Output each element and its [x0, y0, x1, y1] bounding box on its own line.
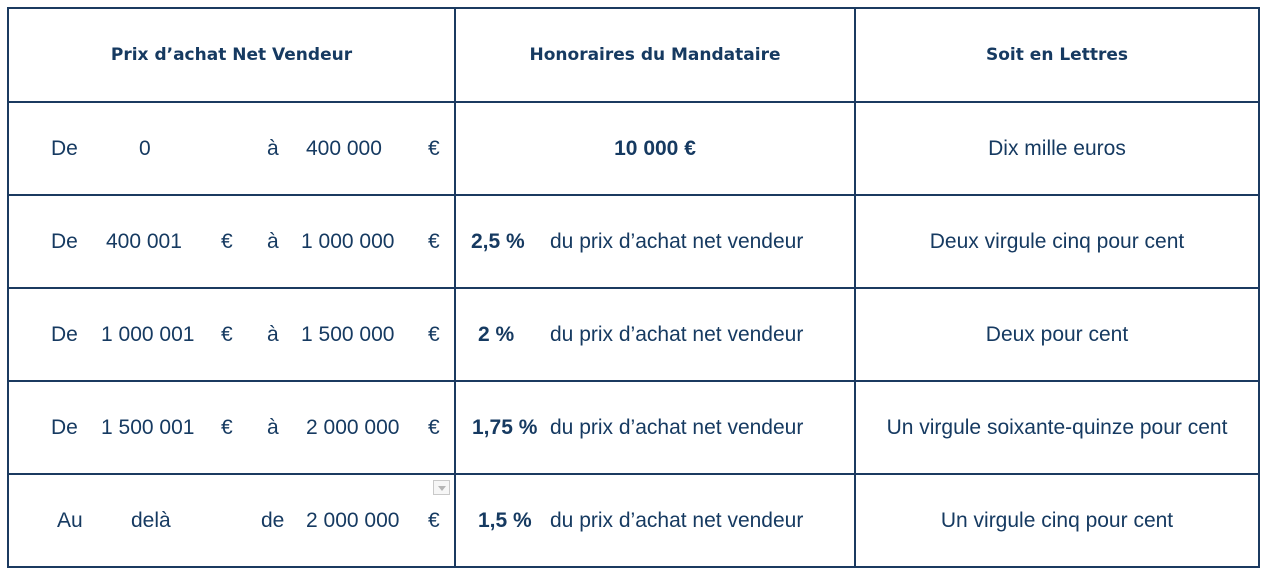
- letters-cell: Deux pour cent: [855, 288, 1259, 381]
- range-connector: à: [267, 415, 279, 439]
- price-range-cell: [8, 288, 455, 381]
- range-to-currency: €: [428, 229, 440, 253]
- table-row: [8, 195, 1259, 288]
- range-connector: à: [267, 322, 279, 346]
- fee-text: du prix d’achat net vendeur: [550, 229, 804, 253]
- letters-cell: Deux virgule cinq pour cent: [855, 195, 1259, 288]
- header-fees: Honoraires du Mandataire: [455, 8, 855, 102]
- range-from: 400 001: [106, 229, 182, 253]
- letters-cell: Un virgule cinq pour cent: [855, 474, 1259, 567]
- fee-rate: 1,5 %: [478, 508, 532, 532]
- table-row: [8, 288, 1259, 381]
- fee-rate: 10 000 €: [614, 136, 696, 160]
- range-to: 2 000 000: [306, 508, 400, 532]
- range-from: delà: [131, 508, 171, 532]
- fee-text: du prix d’achat net vendeur: [550, 508, 804, 532]
- letters-cell: Dix mille euros: [855, 102, 1259, 195]
- range-from: 1 000 001: [101, 322, 195, 346]
- table-row: [8, 381, 1259, 474]
- range-prefix: De: [51, 229, 78, 253]
- price-range-cell: [8, 381, 455, 474]
- range-connector: à: [267, 136, 279, 160]
- range-to-currency: €: [428, 136, 440, 160]
- range-to-currency: €: [428, 508, 440, 532]
- range-from: 0: [139, 136, 151, 160]
- table-row: [8, 102, 1259, 195]
- letters-cell: Un virgule soixante-quinze pour cent: [855, 381, 1259, 474]
- range-to-currency: €: [428, 415, 440, 439]
- range-to: 2 000 000: [306, 415, 400, 439]
- fee-rate: 2,5 %: [471, 229, 525, 253]
- range-to: 1 500 000: [301, 322, 395, 346]
- range-prefix: De: [51, 136, 78, 160]
- header-price: Prix d’achat Net Vendeur: [8, 8, 455, 102]
- chevron-down-icon[interactable]: [433, 480, 450, 495]
- fee-text: du prix d’achat net vendeur: [550, 322, 804, 346]
- price-range-cell: [8, 195, 455, 288]
- range-connector: de: [261, 508, 285, 532]
- fee-cell: [455, 288, 855, 381]
- range-prefix: De: [51, 415, 78, 439]
- header-row: [8, 8, 1259, 102]
- fee-rate: 1,75 %: [472, 415, 538, 439]
- fee-cell: [455, 381, 855, 474]
- fee-text: du prix d’achat net vendeur: [550, 415, 804, 439]
- fee-cell: [455, 195, 855, 288]
- fee-rate: 2 %: [478, 322, 515, 346]
- price-range-cell: [8, 474, 455, 567]
- range-connector: à: [267, 229, 279, 253]
- fee-cell: [455, 102, 855, 195]
- range-to: 1 000 000: [301, 229, 395, 253]
- range-prefix: Au: [57, 508, 83, 532]
- range-from-currency: €: [221, 415, 233, 439]
- range-to-currency: €: [428, 322, 440, 346]
- price-range-cell: [8, 102, 455, 195]
- range-from-currency: €: [221, 229, 233, 253]
- fee-schedule-table: [7, 7, 1260, 568]
- header-letters: Soit en Lettres: [855, 8, 1259, 102]
- range-from-currency: €: [221, 322, 233, 346]
- fee-cell: [455, 474, 855, 567]
- range-prefix: De: [51, 322, 78, 346]
- range-to: 400 000: [306, 136, 382, 160]
- range-from: 1 500 001: [101, 415, 195, 439]
- table-row: [8, 474, 1259, 567]
